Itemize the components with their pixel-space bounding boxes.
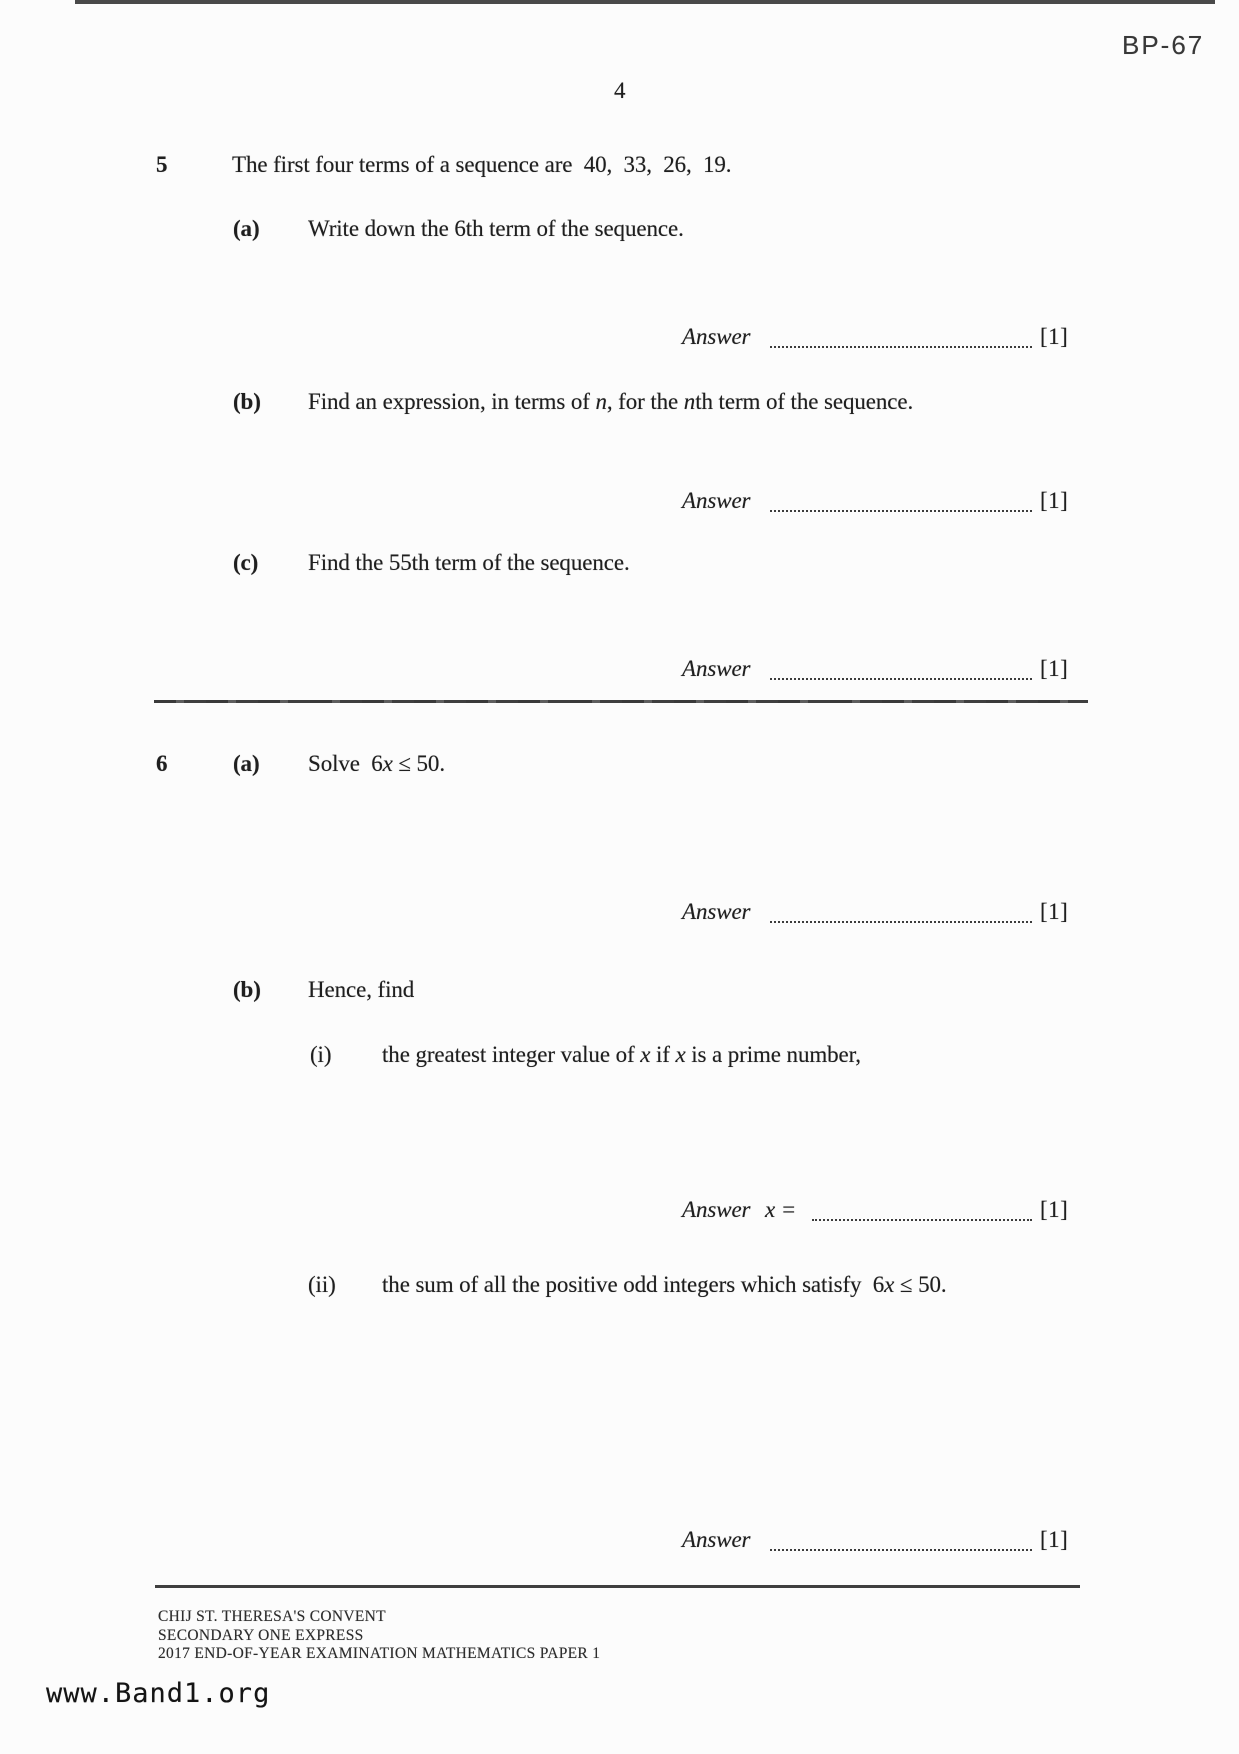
- q6-part-a-label: (a): [233, 751, 260, 776]
- answer-marks: [1]: [1040, 1527, 1069, 1552]
- answer-dotted-line: [770, 324, 1032, 348]
- q6-part-a-text: Solve 6x ≤ 50.: [308, 751, 445, 776]
- q6-part-b-label: (b): [233, 977, 261, 1002]
- q6-subpart-ii-label: (ii): [308, 1272, 336, 1297]
- answer-dotted-line: [770, 488, 1032, 512]
- scan-artifact-topbar: [75, 0, 1215, 4]
- q5-part-b-text: Find an expression, in terms of n, for the nth term of the sequence.: [308, 389, 914, 414]
- footer-divider: [155, 1585, 1080, 1588]
- booklet-page-code: BP-67: [1122, 30, 1205, 60]
- q5-part-c-text: Find the 55th term of the sequence.: [308, 550, 630, 575]
- answer-marks: [1]: [1040, 324, 1069, 349]
- footer-level: SECONDARY ONE EXPRESS: [158, 1627, 364, 1644]
- question-6-number: 6: [156, 751, 168, 776]
- question-5-intro: The first four terms of a sequence are 40, 33, 26, 19.: [232, 152, 732, 177]
- q6-subpart-i-label: (i): [310, 1042, 332, 1067]
- watermark-url: www.Band1.org: [46, 1678, 271, 1709]
- answer-dotted-line: [812, 1197, 1032, 1221]
- q5-part-c-label: (c): [233, 550, 259, 575]
- q5-part-a-label: (a): [233, 216, 260, 241]
- answer-marks: [1]: [1040, 656, 1069, 681]
- footer-exam-title: 2017 END-OF-YEAR EXAMINATION MATHEMATICS PAPER 1: [158, 1645, 601, 1662]
- page-number: 4: [614, 78, 626, 103]
- answer-label: Answer: [682, 899, 751, 924]
- answer-label: Answer: [682, 1197, 751, 1222]
- q6-part-b-text: Hence, find: [308, 977, 415, 1002]
- answer-label: Answer: [682, 488, 751, 513]
- answer-dotted-line: [770, 899, 1032, 923]
- answer-label: Answer: [682, 1527, 751, 1552]
- answer-prefix: x =: [765, 1197, 797, 1222]
- answer-label: Answer: [682, 324, 751, 349]
- q5-part-b-label: (b): [233, 389, 261, 414]
- answer-marks: [1]: [1040, 899, 1069, 924]
- q6-subpart-ii-text: the sum of all the positive odd integers which satisfy 6x ≤ 50.: [382, 1272, 947, 1297]
- answer-label: Answer: [682, 656, 751, 681]
- q6-subpart-i-text: the greatest integer value of x if x is a prime number,: [382, 1042, 861, 1067]
- footer-school-name: CHIJ ST. THERESA'S CONVENT: [158, 1608, 386, 1625]
- answer-marks: [1]: [1040, 1197, 1069, 1222]
- answer-marks: [1]: [1040, 488, 1069, 513]
- answer-dotted-line: [770, 1527, 1032, 1551]
- section-divider: [154, 700, 1088, 703]
- q5-part-a-text: Write down the 6th term of the sequence.: [308, 216, 684, 241]
- question-5-number: 5: [156, 152, 168, 177]
- answer-dotted-line: [770, 656, 1032, 680]
